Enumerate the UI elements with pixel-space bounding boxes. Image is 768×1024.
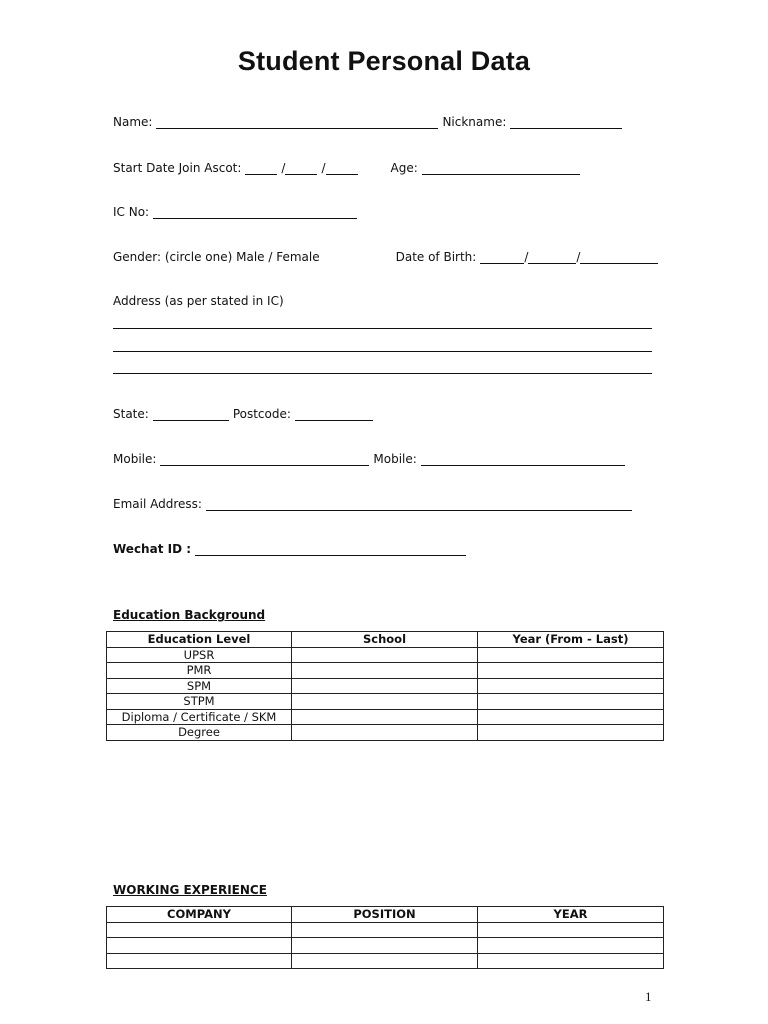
name-field[interactable] xyxy=(156,116,438,129)
address-line-1[interactable] xyxy=(113,328,652,329)
date-separator: / xyxy=(576,250,581,264)
mobile-row xyxy=(113,450,625,466)
wechat-row xyxy=(113,540,466,556)
education-section-title: Education Background xyxy=(113,608,266,622)
work-section-title: WORKING EXPERIENCE xyxy=(113,883,267,897)
education-level-cell: UPSR xyxy=(107,647,292,663)
school-cell[interactable] xyxy=(292,694,478,710)
year-cell[interactable] xyxy=(478,663,664,679)
school-cell[interactable] xyxy=(292,678,478,694)
year-cell[interactable] xyxy=(478,709,664,725)
age-label: Age: xyxy=(390,161,418,175)
header-company: COMPANY xyxy=(107,907,292,923)
work-year-cell[interactable] xyxy=(478,953,664,969)
wechat-field[interactable] xyxy=(195,543,466,556)
education-level-cell: STPM xyxy=(107,694,292,710)
table-row xyxy=(107,694,664,710)
work-year-cell[interactable] xyxy=(478,938,664,954)
address-label: Address (as per stated in IC) xyxy=(113,294,284,308)
position-cell[interactable] xyxy=(292,953,478,969)
nickname-field[interactable] xyxy=(510,116,622,129)
school-cell[interactable] xyxy=(292,709,478,725)
mobile-label: Mobile: xyxy=(113,452,157,466)
header-position: POSITION xyxy=(292,907,478,923)
year-cell[interactable] xyxy=(478,647,664,663)
table-row xyxy=(107,725,664,741)
start-year-field[interactable] xyxy=(326,162,358,175)
wechat-label: Wechat ID : xyxy=(113,542,192,556)
email-label: Email Address: xyxy=(113,497,202,511)
dob-day-field[interactable] xyxy=(480,251,524,264)
company-cell[interactable] xyxy=(107,922,292,938)
page-title: Student Personal Data xyxy=(237,46,531,76)
state-label: State: xyxy=(113,407,149,421)
dob-label: Date of Birth: xyxy=(395,250,477,264)
gender-row xyxy=(113,248,658,264)
name-label: Name: xyxy=(113,115,153,129)
table-row xyxy=(107,647,664,663)
position-cell[interactable] xyxy=(292,938,478,954)
year-cell[interactable] xyxy=(478,725,664,741)
education-level-cell: PMR xyxy=(107,663,292,679)
gender-label: Gender: (circle one) Male / Female xyxy=(113,250,320,264)
start-month-field[interactable] xyxy=(285,162,317,175)
education-header-row xyxy=(107,632,664,648)
state-field[interactable] xyxy=(153,408,229,421)
company-cell[interactable] xyxy=(107,938,292,954)
date-separator: / xyxy=(524,250,529,264)
work-year-cell[interactable] xyxy=(478,922,664,938)
nickname-label: Nickname: xyxy=(442,115,507,129)
postcode-field[interactable] xyxy=(295,408,373,421)
header-year: Year (From - Last) xyxy=(478,632,664,648)
date-separator: / xyxy=(281,161,286,175)
table-row xyxy=(107,663,664,679)
school-cell[interactable] xyxy=(292,647,478,663)
table-row xyxy=(107,938,664,954)
table-row xyxy=(107,709,664,725)
school-cell[interactable] xyxy=(292,663,478,679)
address-line-3[interactable] xyxy=(113,373,652,374)
start-day-field[interactable] xyxy=(245,162,277,175)
mobile-label-2: Mobile: xyxy=(373,452,417,466)
mobile-field-1[interactable] xyxy=(160,453,369,466)
address-line-2[interactable] xyxy=(113,351,652,352)
school-cell[interactable] xyxy=(292,725,478,741)
start-date-label: Start Date Join Ascot: xyxy=(113,161,242,175)
year-cell[interactable] xyxy=(478,678,664,694)
email-row xyxy=(113,495,632,511)
age-field[interactable] xyxy=(422,162,580,175)
table-row xyxy=(107,678,664,694)
postcode-label: Postcode: xyxy=(232,407,291,421)
header-work-year: YEAR xyxy=(478,907,664,923)
ic-row xyxy=(113,203,357,219)
work-header-row xyxy=(107,907,664,923)
education-table xyxy=(106,631,664,741)
mobile-field-2[interactable] xyxy=(421,453,625,466)
ic-label: IC No: xyxy=(113,205,150,219)
year-cell[interactable] xyxy=(478,694,664,710)
dob-year-field[interactable] xyxy=(580,251,658,264)
ic-field[interactable] xyxy=(153,206,357,219)
page-number: 1 xyxy=(645,989,652,1004)
header-education-level: Education Level xyxy=(107,632,292,648)
name-row xyxy=(113,113,622,129)
table-row xyxy=(107,922,664,938)
education-level-cell: SPM xyxy=(107,678,292,694)
position-cell[interactable] xyxy=(292,922,478,938)
education-level-cell: Degree xyxy=(107,725,292,741)
header-school: School xyxy=(292,632,478,648)
work-table xyxy=(106,906,664,969)
email-field[interactable] xyxy=(206,498,632,511)
education-level-cell: Diploma / Certificate / SKM xyxy=(107,709,292,725)
date-separator: / xyxy=(321,161,326,175)
address-row xyxy=(113,292,284,308)
state-row xyxy=(113,405,373,421)
start-date-row xyxy=(113,159,580,175)
company-cell[interactable] xyxy=(107,953,292,969)
dob-month-field[interactable] xyxy=(528,251,576,264)
table-row xyxy=(107,953,664,969)
